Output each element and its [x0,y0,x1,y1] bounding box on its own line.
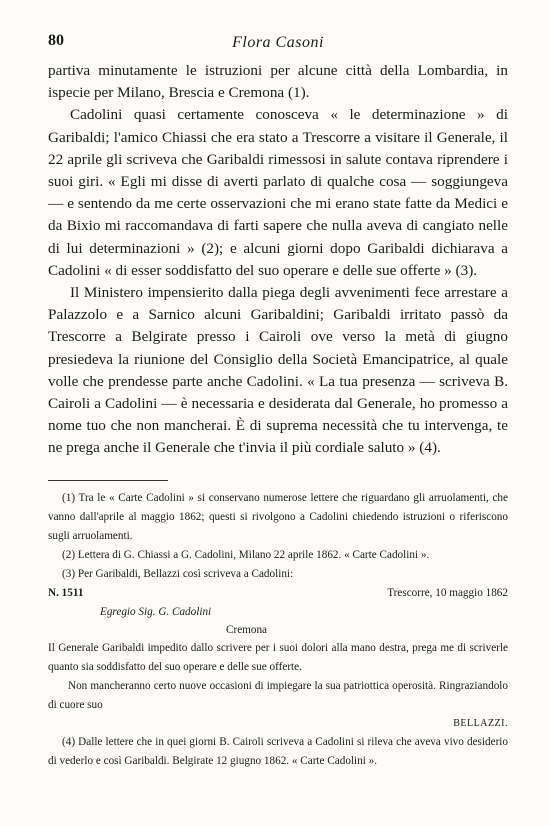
footnote-3: (3) Per Garibaldi, Bellazzi così scriveva a Cadolini: [62,567,294,580]
footnote-4: (4) Dalle lettere che in quei giorni B. Cairoli scriveva a Cadolini si rileva che aveva vivo desiderio di vederlo e così Garibaldi. Belgirate 12 giugno 1862. « Carte Cadolini ». [48,735,508,767]
footnote-1: (1) Tra le « Carte Cadolini » si conservano numerose lettere che riguardano gli arruolamenti, che vanno dall'aprile al maggio 1862; questi si rivolgono a Cadolini chiedendo istruzioni o riferiscono sugli arruolamenti. [48,491,508,542]
page-number: 80 [48,32,64,49]
letter-heading [48,584,508,603]
letter-body-1: Il Generale Garibaldi impedito dallo scrivere per i suoi dolori alla mano destra, prega me di scriverle quanto sia soddisfatto del suo operare e delle sue offerte. [48,641,508,673]
running-head: Flora Casoni [232,34,324,51]
letter-city: Cremona [226,623,268,636]
paragraph: Il Ministero impensierito dalla piega degli avvenimenti fece arrestare a Palazzolo e a Sarnico alcuni Garibaldini; Garibaldi irritato passò da Trescorre a Belgirate presso i Cairoli ove verso la metà di giugno presiedeva la riunione del Consiglio della Società Emancipatrice, al quale volle che prendesse parte anche Cadolini. « La tua presenza — scriveva B. Cairoli a Cadolini — è necessaria e desiderata dal Generale, ho promesso a nome tuo che non mancherai. È di suprema necessità che tu intervenga, te ne prega anche il Generale che t'invia il più cordiale saluto » (4). [48,284,508,457]
paragraph: partiva minutamente le istruzioni per alcune città della Lombardia, in ispecie per Milano, Brescia e Cremona (1). [48,62,508,102]
letter-place-date: Trescorre, 10 maggio 1862 [387,586,508,599]
main-text [48,60,508,460]
letter-signature: BELLAZZI. [453,717,508,729]
footnote-2: (2) Lettera di G. Chiassi a G. Cadolini, Milano 22 aprile 1862. « Carte Cadolini ». [62,548,430,561]
paragraph: Cadolini quasi certamente conosceva « le determinazione » di Garibaldi; l'amico Chiassi che era stato a Trescorre a visitare il Generale, il 22 aprile gli scriveva che Garibaldi rimessosi in salute contava riprendere i suoi giri. « Egli mi disse di averti parlato di qualche cosa — soggiungeva — e sentendo da me certe osservazioni che mi erano state fatte da Medici e da Bixio mi raccomandava di farti sapere che nulla aveva di cangiato nelle di lui determinazioni » (2); e alcuni giorni dopo Garibaldi dichiarava a Cadolini « di esser soddisfatto del suo operare e delle sue offerte » (3). [48,106,508,279]
book-page [48,28,508,771]
footnotes [48,489,508,771]
page-header [48,28,508,60]
letter-salutation: Egregio Sig. G. Cadolini [100,605,212,618]
letter-body-2: Non mancheranno certo nuove occasioni di impiegare la sua patriottica operosità. Ringraziandolo di cuore suo [48,679,508,711]
footnote-divider [48,480,168,481]
letter-number: N. 1511 [48,586,84,599]
